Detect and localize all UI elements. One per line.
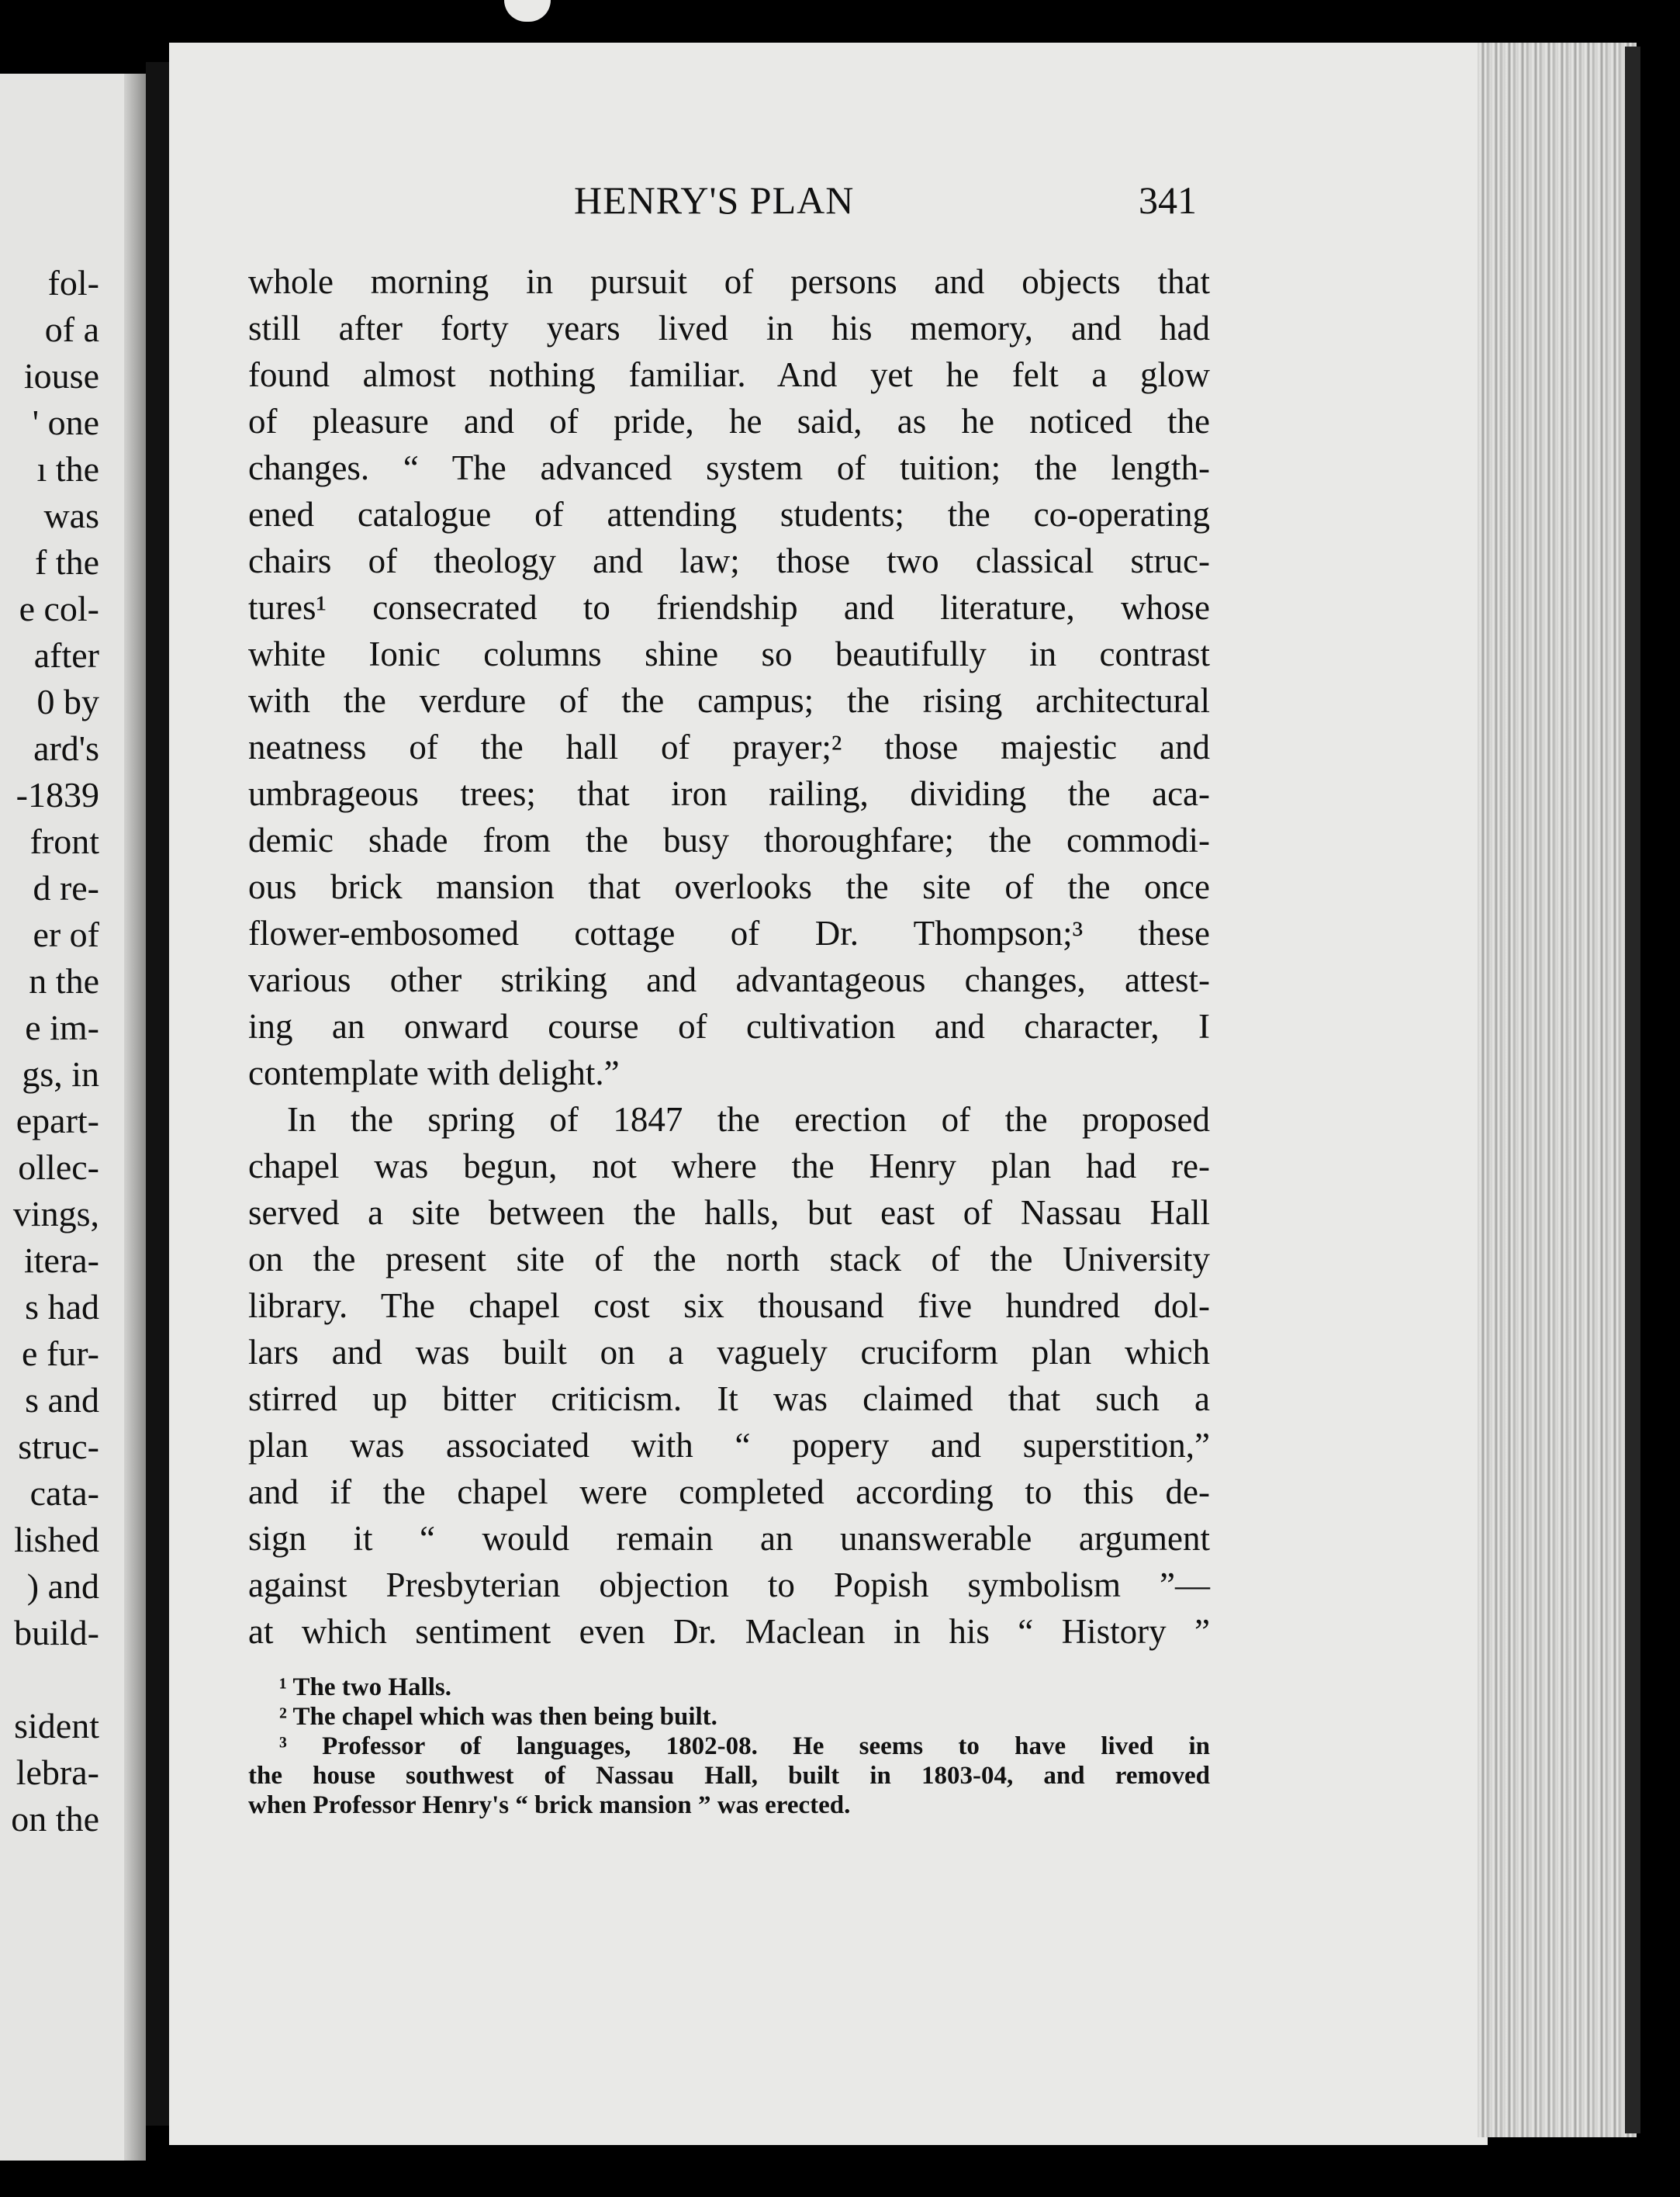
left-page-line: ı the — [36, 449, 99, 489]
left-page-line: e fur- — [22, 1334, 99, 1373]
text-line: demic shade from the busy thoroughfare; the commodi- — [248, 821, 1210, 860]
text-line: served a site between the halls, but east of Nassau Hall — [248, 1193, 1210, 1232]
left-page-shadow — [124, 74, 146, 2161]
text-line: of pleasure and of pride, he said, as he noticed the — [248, 402, 1210, 441]
text-line: with the verdure of the campus; the rising architectural — [248, 681, 1210, 720]
book-gutter — [146, 62, 169, 2126]
text-line: at which sentiment even Dr. Maclean in his “ History ” — [248, 1612, 1210, 1651]
left-page-line: after — [33, 635, 99, 675]
text-line: chairs of theology and law; those two classical struc- — [248, 541, 1210, 580]
text-line: contemplate with delight.” — [248, 1054, 620, 1092]
text-line: tures¹ consecrated to friendship and literature, whose — [248, 588, 1210, 627]
left-page-line: itera- — [23, 1240, 99, 1280]
text-line: chapel was begun, not where the Henry plan had re- — [248, 1147, 1210, 1185]
left-page-line: e col- — [19, 589, 99, 628]
text-line: plan was associated with “ popery and superstition,” — [248, 1426, 1210, 1465]
text-line: found almost nothing familiar. And yet he felt a glow — [248, 355, 1210, 394]
footnote-line: ¹ The two Halls. — [279, 1673, 451, 1701]
left-page-line: front — [29, 822, 99, 861]
footnote-line: when Professor Henry's “ brick mansion ” was erected. — [248, 1791, 851, 1819]
left-page-line: sident — [14, 1706, 99, 1745]
left-page-line: -1839 — [16, 775, 99, 815]
text-line: various other striking and advantageous changes, attest- — [248, 960, 1210, 999]
left-page-line: gs, in — [22, 1054, 99, 1094]
left-page-line: s and — [25, 1380, 99, 1420]
left-page-line: n the — [29, 961, 99, 1001]
left-page-line: of a — [44, 310, 99, 349]
text-line: sign it “ would remain an unanswerable argument — [248, 1519, 1210, 1558]
text-line: umbrageous trees; that iron railing, dividing the aca- — [248, 774, 1210, 813]
footnote-line: ³ Professor of languages, 1802-08. He seems to have lived in — [279, 1732, 1210, 1760]
text-line: against Presbyterian objection to Popish symbolism ”— — [248, 1566, 1210, 1604]
text-line: ing an onward course of cultivation and character, I — [248, 1007, 1210, 1046]
left-page-line: ' one — [32, 403, 99, 442]
left-page-line: build- — [14, 1613, 99, 1652]
left-page-line: ollec- — [18, 1147, 99, 1187]
left-page-line: lebra- — [16, 1752, 99, 1792]
left-page-line: epart- — [16, 1101, 99, 1140]
page-number: 341 — [1139, 178, 1197, 222]
left-page-line: ard's — [33, 728, 99, 768]
footnote-line: the house southwest of Nassau Hall, built in 1803-04, and removed — [248, 1762, 1210, 1790]
text-line: whole morning in pursuit of persons and objects that — [248, 262, 1210, 301]
text-line: white Ionic columns shine so beautifully in contrast — [248, 635, 1210, 673]
left-page-line: struc- — [18, 1427, 99, 1466]
text-line: changes. “ The advanced system of tuition; the length- — [248, 448, 1210, 487]
left-page — [0, 74, 146, 2161]
left-page-line: iouse — [23, 356, 99, 396]
text-line: ened catalogue of attending students; the co-operating — [248, 495, 1210, 534]
text-line: neatness of the hall of prayer;² those majestic and — [248, 728, 1210, 766]
left-page-line: f the — [34, 542, 99, 582]
left-page-line: e im- — [25, 1008, 99, 1047]
scan-artifact — [504, 0, 551, 22]
left-page-line: er of — [33, 915, 99, 954]
text-line: and if the chapel were completed according to this de- — [248, 1472, 1210, 1511]
left-page-line: vings, — [12, 1194, 99, 1233]
left-page-line: 0 by — [36, 682, 99, 721]
footnote-line: ² The chapel which was then being built. — [279, 1703, 717, 1731]
text-line: flower-embosomed cottage of Dr. Thompson;³ these — [248, 914, 1210, 953]
left-page-line: s had — [25, 1287, 99, 1327]
text-line: still after forty years lived in his memory, and had — [248, 309, 1210, 348]
left-page-line: cata- — [29, 1473, 99, 1513]
left-page-line: fol- — [47, 263, 99, 303]
page-edges-shadow — [1625, 47, 1640, 2133]
text-line: library. The chapel cost six thousand five hundred dol- — [248, 1286, 1210, 1325]
left-page-line: d re- — [33, 868, 99, 908]
text-line: on the present site of the north stack of the University — [248, 1240, 1210, 1278]
running-head: HENRY'S PLAN — [574, 178, 855, 222]
text-line: ous brick mansion that overlooks the site of the once — [248, 867, 1210, 906]
left-page-line: was — [43, 496, 99, 535]
left-page-line: ) and — [26, 1566, 99, 1606]
left-page-line: lished — [14, 1520, 99, 1559]
text-line: stirred up bitter criticism. It was claimed that such a — [248, 1379, 1210, 1418]
page-edges — [1478, 43, 1637, 2137]
left-page-line: on the — [11, 1799, 99, 1839]
text-line: In the spring of 1847 the erection of the proposed — [287, 1100, 1210, 1139]
text-line: lars and was built on a vaguely cruciform plan which — [248, 1333, 1210, 1372]
